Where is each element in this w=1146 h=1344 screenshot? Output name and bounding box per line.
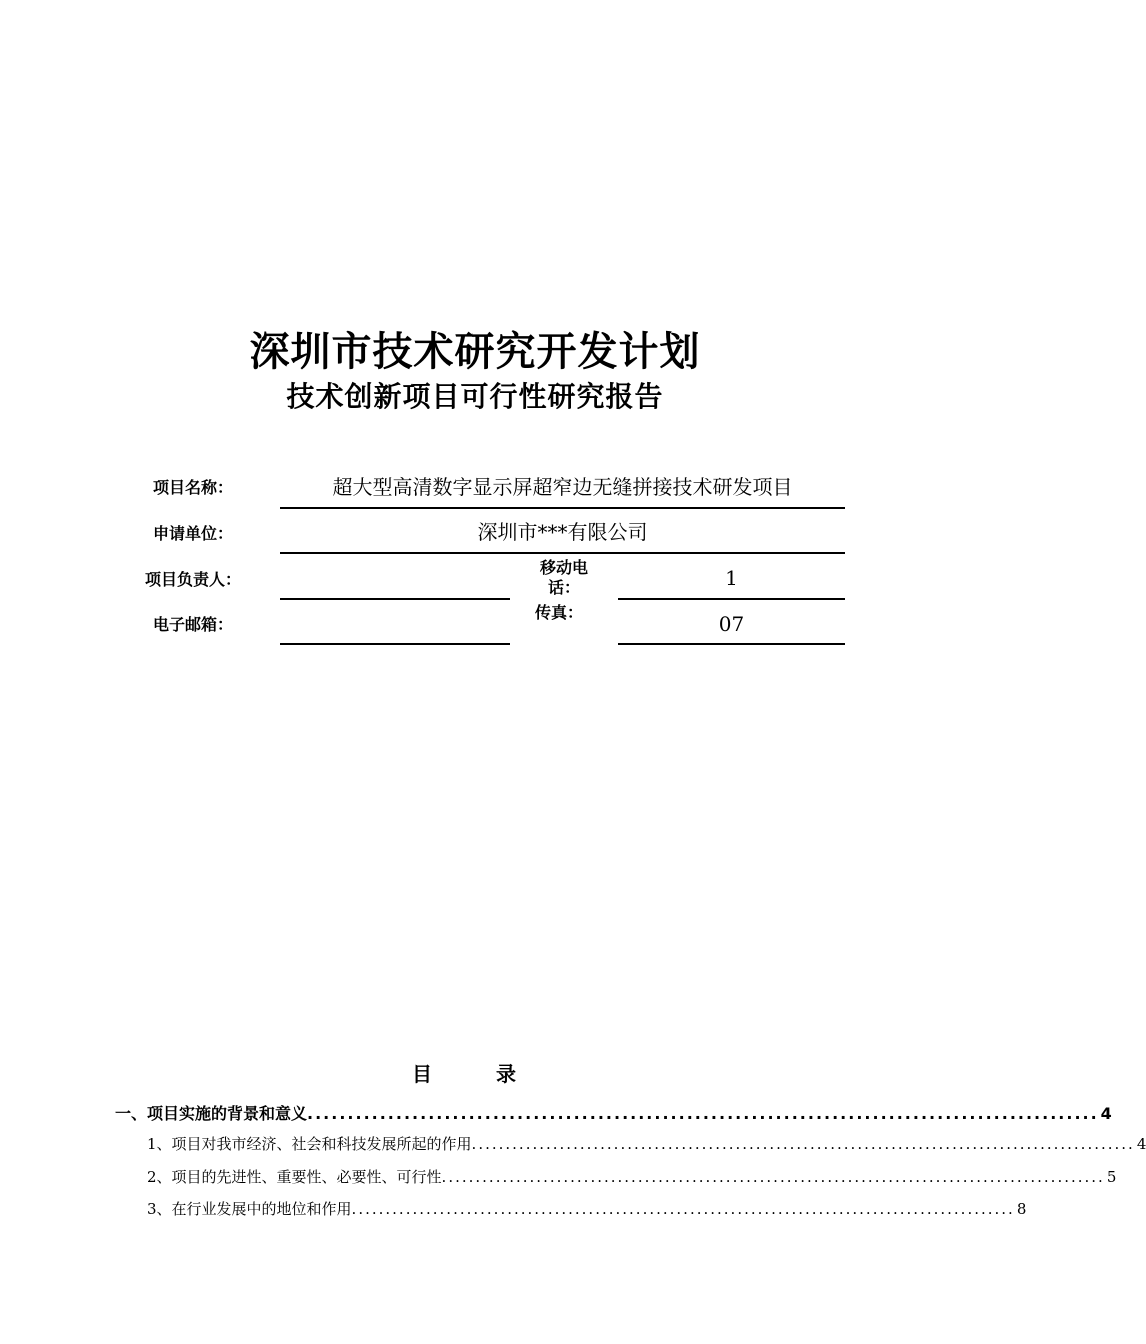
project-name-underline — [280, 507, 845, 509]
toc-leader-dots: .................................................................................................. — [441, 1168, 1105, 1186]
toc-entry-text: 1、项目对我市经济、社会和科技发展所起的作用 — [147, 1135, 472, 1153]
toc-entry-page: 5 — [1106, 1168, 1117, 1186]
mobile-value: 1 — [725, 566, 738, 590]
fax-label: 传真： — [534, 603, 583, 622]
project-leader-underline — [280, 598, 510, 600]
toc-leader-dots: .................................................................................................. — [471, 1135, 1135, 1153]
toc-entry-text: 2、项目的先进性、重要性、必要性、可行性 — [147, 1168, 442, 1186]
toc-entry-text: 一、项目实施的背景和意义 — [115, 1104, 308, 1123]
project-name-label: 项目名称： — [153, 478, 234, 497]
fax-underline — [618, 643, 845, 645]
fax-value: 07 — [718, 612, 745, 636]
mobile-underline — [618, 598, 845, 600]
applicant-underline — [280, 552, 845, 554]
report-title-sub: 技术创新项目可行性研究报告 — [286, 380, 664, 413]
toc-entry[interactable] — [147, 1198, 1027, 1219]
mobile-label: 移动电话： — [539, 558, 588, 597]
project-name-value: 超大型高清数字显示屏超窄边无缝拼接技术研发项目 — [332, 475, 793, 499]
toc-entry-page: 4 — [1136, 1135, 1146, 1153]
toc-leader-dots: .................................................................................................. — [307, 1104, 1099, 1123]
report-title-main: 深圳市技术研究开发计划 — [249, 329, 701, 375]
project-leader-label: 项目负责人： — [145, 570, 242, 589]
toc-leader-dots: .................................................................................................. — [351, 1200, 1015, 1218]
toc-entry[interactable] — [147, 1166, 1117, 1187]
email-label: 电子邮箱： — [153, 615, 234, 634]
applicant-value: 深圳市***有限公司 — [477, 520, 648, 544]
toc-entry[interactable] — [147, 1133, 1146, 1154]
toc-entry-page: 4 — [1100, 1104, 1112, 1123]
toc-entry-text: 3、在行业发展中的地位和作用 — [147, 1200, 352, 1218]
email-underline — [280, 643, 510, 645]
toc-entry-page: 8 — [1016, 1200, 1027, 1218]
applicant-label: 申请单位： — [153, 524, 234, 543]
toc-title: 目 录 — [412, 1062, 538, 1086]
toc-entry[interactable] — [115, 1101, 1112, 1124]
